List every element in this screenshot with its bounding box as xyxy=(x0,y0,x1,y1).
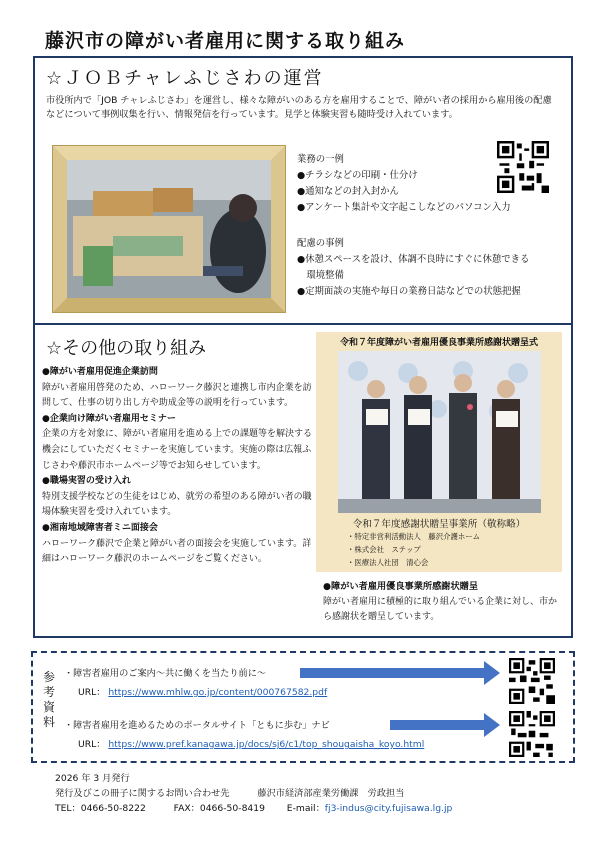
list-item: ●アンケート集計や文字起こしなどのパソコン入力 xyxy=(297,202,511,213)
reference-url-row xyxy=(78,686,327,700)
contact-details xyxy=(55,800,452,814)
award-photo xyxy=(338,351,541,513)
item-body: 企業の方を対象に、障がい者雇用を進める上での課題等を解決する機会にしていただくセミナーを実施しています。実施の際は広報ふじさわや藤沢市ホームページ等でお知らせしています。 xyxy=(42,429,313,471)
email-label: E-mail： xyxy=(286,803,325,814)
issued-date: 2026 年 3 月発行 xyxy=(55,773,130,784)
care-list xyxy=(297,236,529,300)
list-item: 環境整備 xyxy=(297,270,344,281)
item-title: ●障がい者雇用促進企業訪問 xyxy=(42,367,158,377)
url-label: URL： xyxy=(78,687,106,698)
item-title: ●湘南地域障害者ミニ面接会 xyxy=(42,522,158,533)
qr-code-icon[interactable] xyxy=(509,658,555,704)
section2-items xyxy=(42,365,314,568)
award-heading: ●障がい者雇用優良事業所感謝状贈呈 xyxy=(323,581,479,592)
list-item: ●チラシなどの印刷・仕分け xyxy=(297,170,418,181)
arrow-right-icon xyxy=(484,661,500,685)
item-body: 特別支援学校などの生徒をはじめ、就労の希望のある障がい者の職場体験実習を受け入れています。 xyxy=(42,491,312,518)
email-link[interactable]: fj3-indus@city.fujisawa.lg.jp xyxy=(324,803,453,814)
list-item: ●通知などの封入封かん xyxy=(297,186,399,197)
list-item: ・特定非営利活動法人 藤沢介護ホーム xyxy=(347,532,481,541)
list-item: ・医療法人社団 清心会 xyxy=(347,558,429,567)
section1-body: 市役所内で「JOB チャレふじさわ」を運営し、様々な障がいのある方を雇用することで、障がい者の採用から雇用後の配慮などについて事例収集を行い、情報発信を行っています。見学と体験実習も随時受け入れています。 xyxy=(46,95,552,120)
list-item: ●休憩スペースを設け、体調不良時にすぐに休憩できる xyxy=(297,254,530,265)
qr-code-icon[interactable] xyxy=(497,141,549,193)
list-item: ・株式会社 ステップ xyxy=(347,545,421,554)
list-item: ●定期面談の実施や毎日の業務日誌などでの状態把握 xyxy=(297,286,521,297)
award-title: 令和７年度障がい者雇用優良事業所感謝状贈呈式 xyxy=(339,338,538,348)
tel: TEL：0466-50-8222 xyxy=(55,803,146,814)
arrow-bar xyxy=(300,668,485,678)
qr-code-icon[interactable] xyxy=(509,711,555,757)
reference-title: ・障害者雇用を進めるためのポータルサイト「ともに歩む」ナビ xyxy=(64,720,330,731)
url-label: URL： xyxy=(78,739,106,750)
reference-link[interactable]: https://www.pref.kanagawa.jp/docs/sj6/c1/top_shougaisha_koyo.html xyxy=(108,739,425,750)
contact-label: 発行及びこの冊子に関するお問い合わせ先 xyxy=(55,788,230,799)
award-list xyxy=(347,530,480,569)
reference-link[interactable]: https://www.mhlw.go.jp/content/000767582.pdf xyxy=(108,687,328,698)
award-body: 障がい者雇用に積極的に取り組んでいる企業に対し、市から感謝状を贈呈しています。 xyxy=(323,597,558,622)
care-title: 配慮の事例 xyxy=(297,238,344,249)
section1-heading: ☆ＪＯＢチャレふじさわの運営 xyxy=(46,68,324,89)
reference-title: ・障害者雇用のご案内～共に働くを当たり前に～ xyxy=(64,668,267,679)
duties-title: 業務の一例 xyxy=(297,154,344,165)
reference-url-row xyxy=(78,738,424,752)
item-body: ハローワーク藤沢で企業と障がい者の面接会を実施しています。詳細はハローワーク藤沢のホームページをご覧ください。 xyxy=(42,538,312,565)
arrow-bar xyxy=(390,720,485,730)
references-label: 参考資料 xyxy=(42,670,55,729)
contact-line xyxy=(55,785,404,799)
department: 藤沢市経済部産業労働課 労政担当 xyxy=(257,788,405,799)
office-photo xyxy=(52,145,286,313)
arrow-right-icon xyxy=(484,713,500,737)
award-subtitle: 令和７年度感謝状贈呈事業所（敬称略） xyxy=(352,519,526,530)
duties-list xyxy=(297,152,511,216)
section-divider xyxy=(33,323,573,325)
item-body: 障がい者雇用啓発のため、ハローワーク藤沢と連携し市内企業を訪問して、仕事の切り出し方や助成金等の説明を行っています。 xyxy=(42,382,312,409)
fax: FAX：0466-50-8419 xyxy=(173,803,265,814)
section2-heading: ☆その他の取り組み xyxy=(46,338,207,359)
item-title: ●職場実習の受け入れ xyxy=(42,476,131,487)
page-title: 藤沢市の障がい者雇用に関する取り組み xyxy=(45,30,406,52)
item-title: ●企業向け障がい者雇用セミナー xyxy=(42,413,176,424)
